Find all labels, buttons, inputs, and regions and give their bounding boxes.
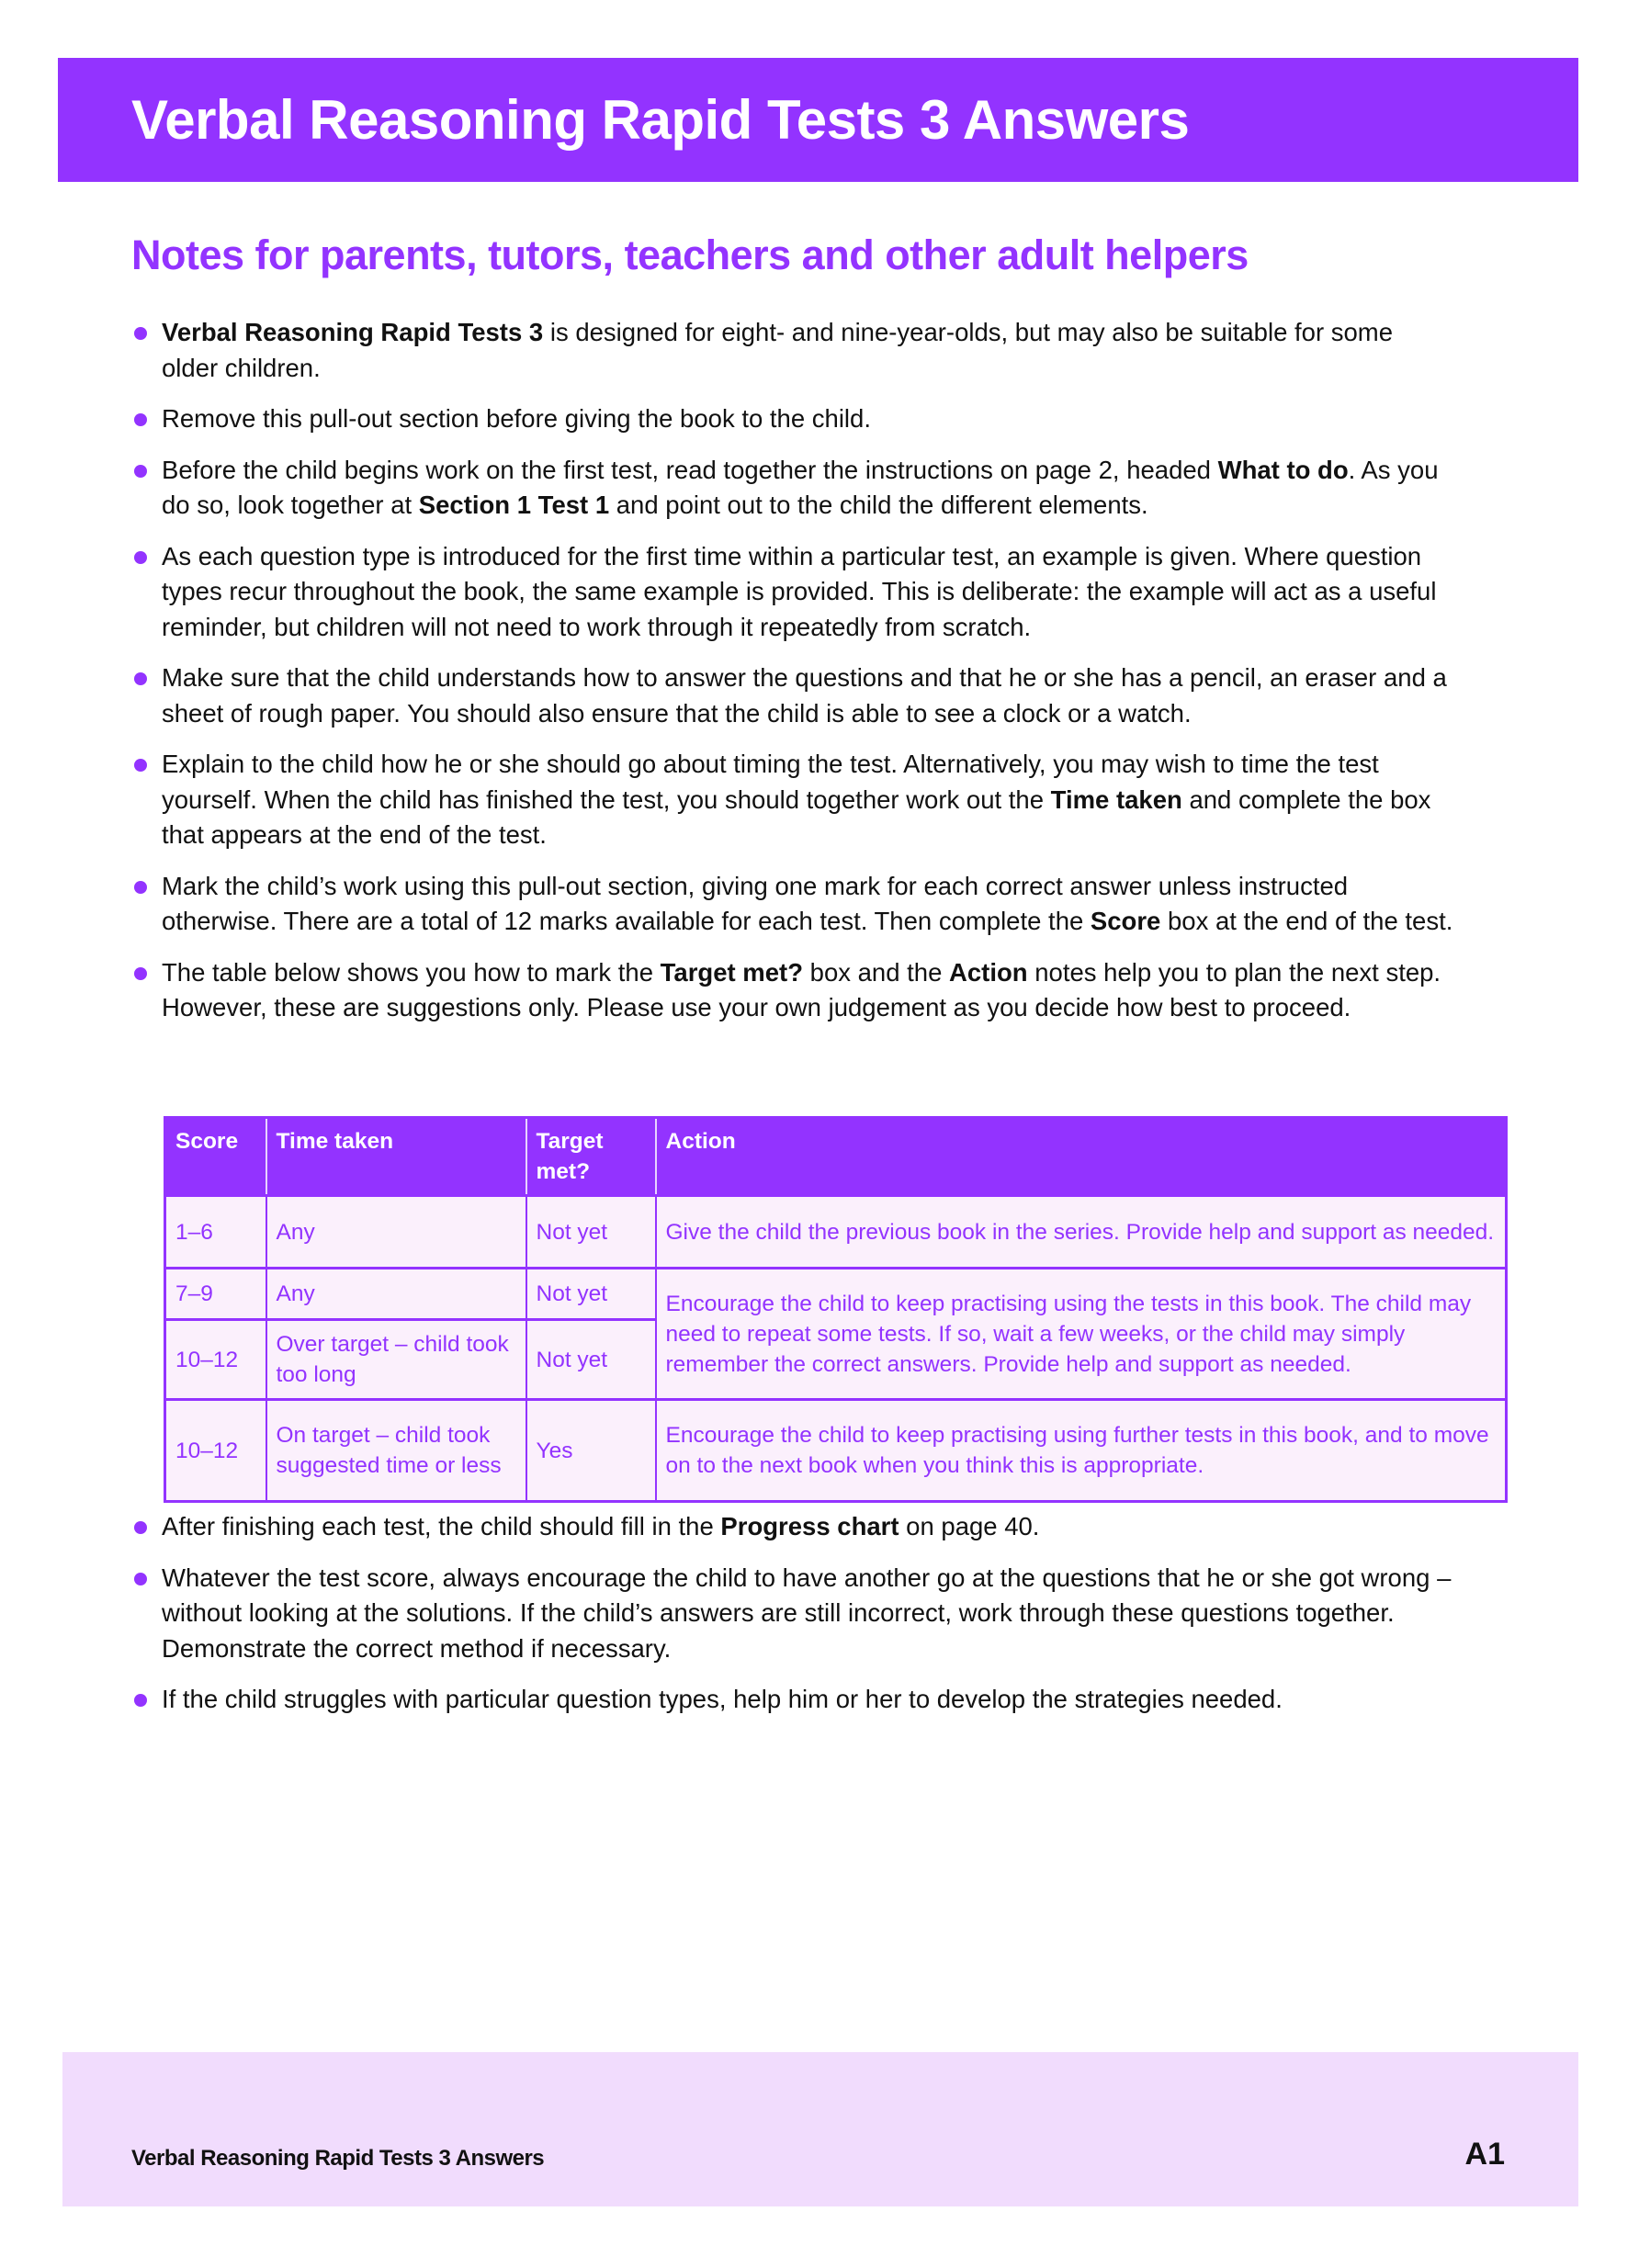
text: Explain to the child how he or she should go about timing the test. Alternatively, you may wish to time the test yourself. When the child has finished the test, you should together work out the bbox=[162, 750, 1379, 814]
title-banner bbox=[58, 58, 1578, 182]
header-score: Score bbox=[165, 1118, 266, 1196]
bullet-icon bbox=[134, 551, 147, 564]
text: Mark the child’s work using this pull-out section, giving one mark for each correct answer unless instructed otherwise. There are a total of 12 marks available for each test. Then complete the bbox=[162, 871, 1349, 935]
table-row bbox=[165, 1400, 1507, 1502]
bullet-icon bbox=[134, 672, 147, 685]
header-target-met: Target met? bbox=[526, 1118, 656, 1196]
page-footer bbox=[62, 2052, 1578, 2206]
time-cell: Any bbox=[266, 1269, 526, 1320]
list-item bbox=[131, 1509, 1454, 1545]
bold-text: Time taken bbox=[1050, 784, 1182, 814]
action-cell: Encourage the child to keep practising using the tests in this book. The child may need to repeat some tests. If so, wait a few weeks, or the child may simply remember the correct answers. Provide help and support as needed. bbox=[656, 1269, 1507, 1400]
notes-list-continued bbox=[131, 1509, 1454, 1733]
list-item bbox=[131, 1682, 1454, 1718]
text: notes help you to plan the next step. However, these are suggestions only. Please use your own judgement as you decide how best to proceed. bbox=[162, 957, 1441, 1021]
list-item bbox=[131, 660, 1454, 731]
time-cell: Over target – child took too long bbox=[266, 1320, 526, 1400]
list-item bbox=[131, 315, 1454, 386]
header-time-taken: Time taken bbox=[266, 1118, 526, 1196]
table-row bbox=[165, 1269, 1507, 1320]
target-met-cell: Not yet bbox=[526, 1269, 656, 1320]
bullet-icon bbox=[134, 413, 147, 426]
bold-text: Action bbox=[949, 957, 1028, 987]
bullet-icon bbox=[134, 327, 147, 340]
bullet-icon bbox=[134, 465, 147, 478]
bold-text: Target met? bbox=[660, 957, 804, 987]
text: Make sure that the child understands how to answer the questions and that he or she has a pencil, an eraser and a sheet of rough paper. You should also ensure that the child is able to see a clock or a watch. bbox=[162, 663, 1447, 728]
bullet-icon bbox=[134, 1521, 147, 1534]
list-item bbox=[131, 453, 1454, 524]
text: Remove this pull-out section before giving the book to the child. bbox=[162, 404, 871, 433]
marking-table bbox=[164, 1116, 1508, 1503]
table-row bbox=[165, 1196, 1507, 1269]
bullet-icon bbox=[134, 1694, 147, 1707]
text: is designed for eight- and nine-year-olds, but may also be suitable for some older children. bbox=[162, 318, 1393, 382]
target-met-cell: Not yet bbox=[526, 1320, 656, 1400]
table-header-row bbox=[165, 1118, 1507, 1196]
bold-text: Progress chart bbox=[720, 1512, 899, 1540]
list-item bbox=[131, 955, 1454, 1026]
score-cell: 10–12 bbox=[165, 1320, 266, 1400]
bold-text: Section 1 Test 1 bbox=[418, 491, 610, 519]
time-cell: Any bbox=[266, 1196, 526, 1269]
time-cell: On target – child took suggested time or less bbox=[266, 1400, 526, 1502]
text: . As you do so, look together at bbox=[162, 455, 1439, 519]
header-action: Action bbox=[656, 1118, 1507, 1196]
bullet-icon bbox=[134, 1573, 147, 1585]
text: After finishing each test, the child should fill in the bbox=[162, 1512, 721, 1540]
action-cell: Encourage the child to keep practising using further tests in this book, and to move on to the next book when you think this is appropriate. bbox=[656, 1400, 1507, 1502]
text: Whatever the test score, always encourage the child to have another go at the questions that he or she got wrong – without looking at the solutions. If the child’s answers are still incorrect, work through these questions together. Demonstrate the correct method if necessary. bbox=[162, 1563, 1452, 1663]
action-cell: Give the child the previous book in the series. Provide help and support as needed. bbox=[656, 1196, 1507, 1269]
bold-text: What to do bbox=[1217, 455, 1349, 484]
score-cell: 1–6 bbox=[165, 1196, 266, 1269]
text: If the child struggles with particular question types, help him or her to develop the strategies needed. bbox=[162, 1685, 1283, 1713]
bullet-icon bbox=[134, 967, 147, 980]
list-item bbox=[131, 1561, 1454, 1667]
target-met-cell: Yes bbox=[526, 1400, 656, 1502]
text: The table below shows you how to mark the bbox=[162, 957, 661, 987]
text: Before the child begins work on the first test, read together the instructions on page 2, headed bbox=[162, 455, 1218, 484]
bullet-icon bbox=[134, 759, 147, 772]
text: box and the bbox=[803, 957, 950, 987]
target-met-cell: Not yet bbox=[526, 1196, 656, 1269]
page-number: A1 bbox=[1464, 2137, 1505, 2172]
list-item bbox=[131, 539, 1454, 646]
bullet-icon bbox=[134, 881, 147, 894]
bold-text: Score bbox=[1090, 907, 1161, 935]
text: on page 40. bbox=[899, 1512, 1040, 1540]
page-title: Verbal Reasoning Rapid Tests 3 Answers bbox=[131, 89, 1190, 151]
list-item bbox=[131, 747, 1454, 853]
score-cell: 10–12 bbox=[165, 1400, 266, 1502]
text: and complete the box that appears at the end of the test. bbox=[162, 784, 1431, 849]
text: and point out to the child the different elements. bbox=[609, 491, 1148, 519]
list-item bbox=[131, 401, 1454, 437]
footer-title: Verbal Reasoning Rapid Tests 3 Answers bbox=[131, 2146, 545, 2171]
bold-text: Verbal Reasoning Rapid Tests 3 bbox=[162, 318, 544, 346]
section-heading: Notes for parents, tutors, teachers and other adult helpers bbox=[131, 231, 1249, 278]
notes-list bbox=[131, 315, 1454, 1042]
score-cell: 7–9 bbox=[165, 1269, 266, 1320]
list-item bbox=[131, 869, 1454, 940]
text: box at the end of the test. bbox=[1160, 907, 1453, 935]
text: As each question type is introduced for the first time within a particular test, an example is given. Where question types recur throughout the book, the same example is provided. This is deliberate: the example will act as a useful reminder, but children will not need to work through it repeatedly from scratch. bbox=[162, 541, 1437, 641]
